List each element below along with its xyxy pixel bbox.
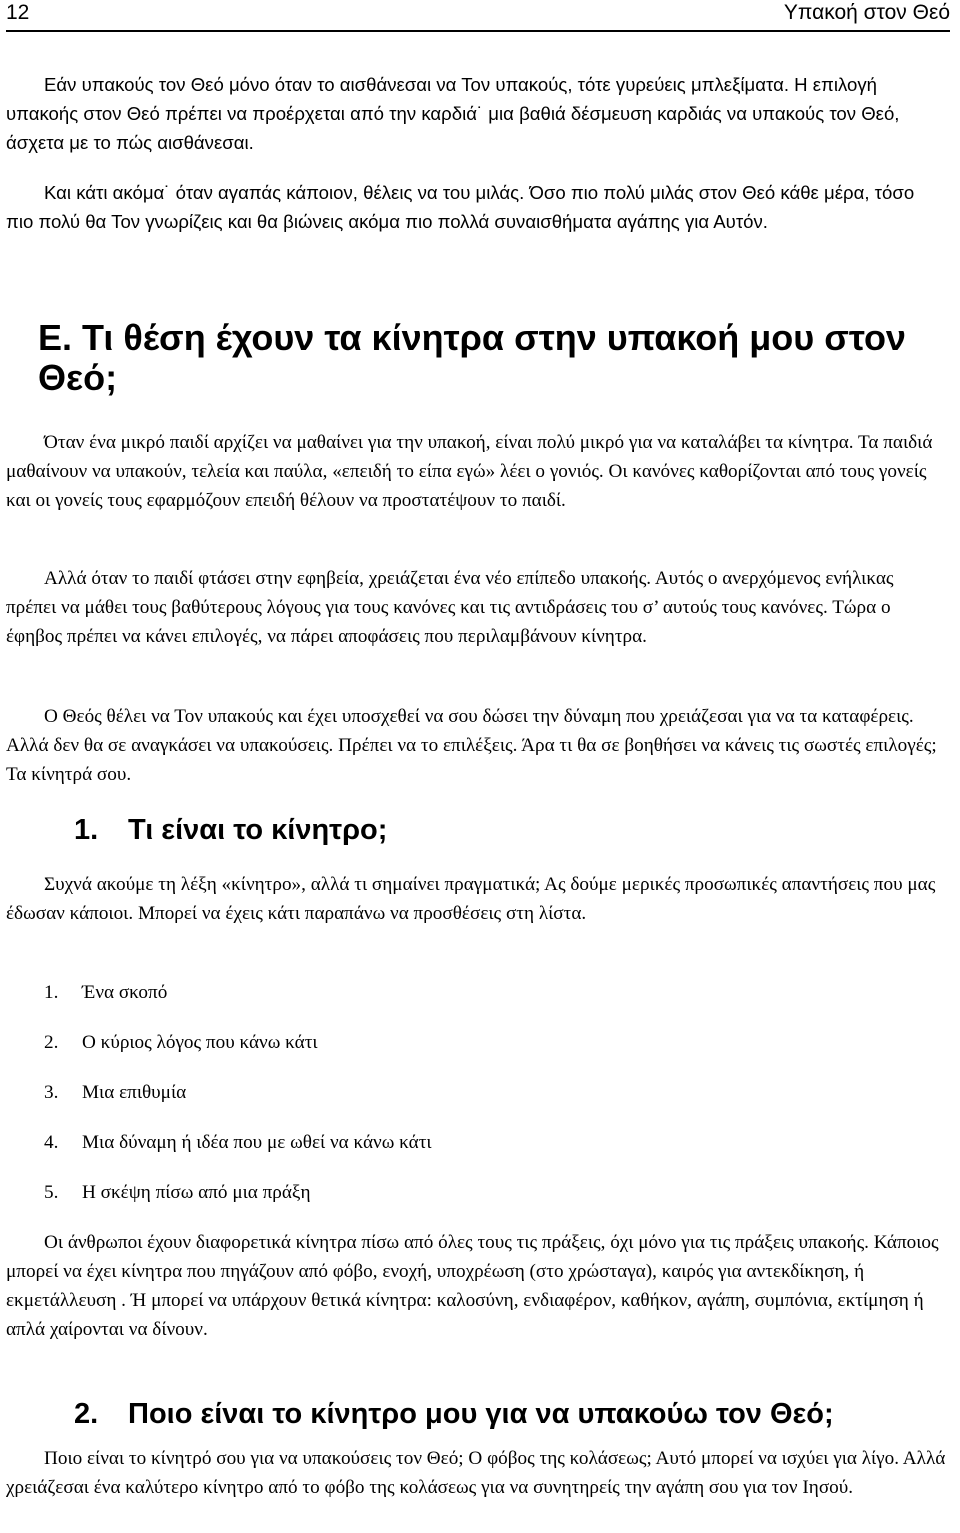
subsection-2-paragraph-1: Ποιο είναι το κίνητρό σου για να υπακούσεις τον Θεό; Ο φόβος της κολάσεως; Αυτό μπορεί να ισχύει για λίγο. Αλλά χρειάζεσαι ένα καλύτερο κίνητρο από το φόβο της κολάσεως για να συνητηρείς την αγάπη σου για τον Ιησού. <box>6 1448 946 1498</box>
list-item-text: Η σκέψη πίσω από μια πράξη <box>82 1182 311 1203</box>
subsection-2-number: 2. <box>74 1398 99 1430</box>
section-e-paragraph-2: Αλλά όταν το παιδί φτάσει στην εφηβεία, χρειάζεται ένα νέο επίπεδο υπακοής. Αυτός ο ανερχόμενος ενήλικας πρέπει να μάθει τους βαθύτερους λόγους για τους κανόνες και τις αντιδράσεις του σ’ αυτούς τους κανόνες. Τώρα ο έφηβος πρέπει να κάνει επιλογές, να πάρει αποφάσεις που περιλαμβάνουν κίνητρα. <box>6 568 894 647</box>
list-item-text: Μια δύναμη ή ιδέα που με ωθεί να κάνω κάτι <box>82 1132 432 1153</box>
section-e-paragraph-3: Ο Θεός θέλει να Τον υπακούς και έχει υποσχεθεί να σου δώσει την δύναμη που χρειάζεσαι για να τα καταφέρεις. Αλλά δεν θα σε αναγκάσει να υπακούσεις. Πρέπει να το επιλέξεις. Άρα τι θα σε βοηθήσει να κάνεις τις σωστές επιλογές; Τα κίνητρά σου. <box>6 706 937 785</box>
list-item <box>44 1080 186 1106</box>
list-item-number: 2. <box>44 1032 59 1053</box>
section-e-paragraph-1: Όταν ένα μικρό παιδί αρχίζει να μαθαίνει για την υπακοή, είναι πολύ μικρό για να καταλάβει τα κίνητρα. Τα παιδιά μαθαίνουν να υπακούν, τελεία και παύλα, «επειδή το είπα εγώ» λέει ο γονιός. Οι κανόνες καθορίζονται από τους γονείς και οι γονείς τους εφαρμόζουν επειδή θέλουν να προστατέψουν το παιδί. <box>6 432 933 511</box>
list-item <box>44 1180 311 1206</box>
section-e-heading: Ε. Τι θέση έχουν τα κίνητρα στην υπακοή μου στον Θεό; <box>38 317 906 398</box>
page-number: 12 <box>6 1 30 24</box>
list-item-number: 1. <box>44 982 59 1003</box>
list-item <box>44 1130 432 1156</box>
list-item-number: 5. <box>44 1182 59 1203</box>
list-item-text: Ένα σκοπό <box>82 982 168 1003</box>
page-header <box>6 0 950 32</box>
subsection-2-title: Ποιο είναι το κίνητρο μου για να υπακούω τον Θεό; <box>128 1398 834 1430</box>
intro-paragraph-2: Και κάτι ακόμα˙ όταν αγαπάς κάποιον, θέλεις να του μιλάς. Όσο πιο πολύ μιλάς στον Θεό κάθε μέρα, τόσο πιο πολύ θα Τον γνωρίζεις και θα βιώνεις ακόμα πιο πολλά συναισθήματα αγάπης για Αυτόν. <box>6 182 915 232</box>
list-item <box>44 1030 318 1056</box>
list-item-number: 3. <box>44 1082 59 1103</box>
subsection-1-number: 1. <box>74 814 99 846</box>
subsection-1-paragraph-1: Συχνά ακούμε τη λέξη «κίνητρο», αλλά τι σημαίνει πραγματικά; Ας δούμε μερικές προσωπικές απαντήσεις που μας έδωσαν κάποιοι. Μπορεί να έχεις κάτι παραπάνω να προσθέσεις στη λίστα. <box>6 874 936 924</box>
subsection-2-heading <box>74 1397 834 1431</box>
subsection-1-paragraph-2: Οι άνθρωποι έχουν διαφορετικά κίνητρα πίσω από όλες τους τις πράξεις, όχι μόνο για τις πράξεις υπακοής. Κάποιος μπορεί να έχει κίνητρα που πηγάζουν από φόβο, ενοχή, υποχρέωση (στο χρώσταγα), καιρός για αντεκδίκηση, ή εκμετάλλευση . Ή μπορεί να υπάρχουν θετικά κίνητρα: καλοσύνη, ενδιαφέρον, καθήκον, αγάπη, συμπόνια, εκτίμηση ή απλά χαίρονται να δίνουν. <box>6 1232 939 1340</box>
list-item-text: Μια επιθυμία <box>82 1082 187 1103</box>
list-item-text: Ο κύριος λόγος που κάνω κάτι <box>82 1032 318 1053</box>
intro-paragraph-1: Εάν υπακούς τον Θεό μόνο όταν το αισθάνεσαι να Τον υπακούς, τότε γυρεύεις μπλεξίματα. Η επιλογή υπακοής στον Θεό πρέπει να προέρχεται από την καρδιά˙ μια βαθιά δέσμευση καρδιάς να υπακούς τον Θεό, άσχετα με το πώς αισθάνεσαι. <box>6 74 900 153</box>
running-title: Υπακοή στον Θεό <box>783 1 950 24</box>
list-item <box>44 980 167 1006</box>
list-item-number: 4. <box>44 1132 59 1153</box>
subsection-1-title: Τι είναι το κίνητρο; <box>128 814 388 846</box>
subsection-1-heading <box>74 813 387 847</box>
